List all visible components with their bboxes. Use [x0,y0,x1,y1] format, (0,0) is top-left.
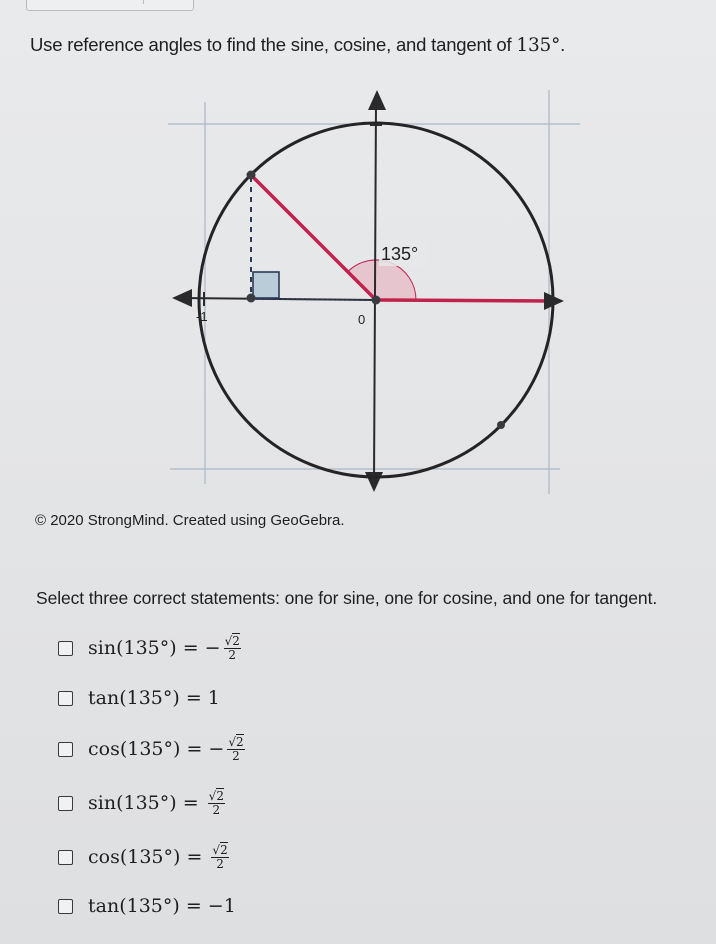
option-lhs: tan(135°) = [88,895,208,917]
option-fraction [224,635,241,662]
x-axis-left-arrow [172,289,192,307]
checkbox[interactable] [58,899,73,914]
option-lhs: tan(135°) = [88,687,208,709]
checkbox[interactable] [58,641,73,656]
option-value: −1 [207,895,236,917]
checkbox[interactable] [58,850,73,865]
sqrt-argument: 2 [216,788,224,803]
sqrt-argument: 2 [220,842,228,857]
question-text [30,34,565,56]
foot-point [247,294,256,303]
option-sign: − [208,738,225,760]
option-lhs: cos(135°) = [88,846,209,868]
sqrt-symbol: √ [228,734,236,749]
sqrt-symbol: √ [224,633,233,648]
unit-circle-diagram [160,84,590,504]
sqrt-argument: 2 [232,633,240,648]
credit-text: © 2020 StrongMind. Created using GeoGebra. [35,512,345,529]
checkbox[interactable] [58,742,73,757]
answer-option[interactable] [58,788,225,818]
answer-option[interactable] [58,891,236,921]
origin-label: 0 [358,312,366,327]
fraction-numerator [227,736,244,750]
option-fraction [227,736,244,763]
y-axis-up-arrow [368,90,386,110]
option-expression [88,736,245,763]
fraction-denominator: 2 [228,647,237,662]
fraction-numerator [208,790,225,804]
sqrt-symbol: √ [212,842,221,857]
option-expression [88,790,225,817]
checkbox[interactable] [58,796,73,811]
fraction-denominator: 2 [232,748,240,763]
answer-option[interactable] [58,842,229,872]
y-axis [374,102,376,482]
question-prefix: Use reference angles to find the sine, cosine, and tangent of [30,34,517,55]
option-expression [88,635,241,662]
angle-label: 135° [381,244,419,264]
sqrt-symbol: √ [208,788,217,803]
option-expression [88,687,220,709]
circle-point [497,421,505,429]
answer-option[interactable] [58,683,220,713]
fraction-numerator [211,844,228,858]
neg-one-label: -1 [196,309,208,324]
option-value: 1 [207,687,220,709]
instruction-text: Select three correct statements: one for sine, one for cosine, and one for tangent. [36,588,658,608]
option-sign: − [204,637,221,659]
option-expression [88,844,229,871]
option-fraction [211,844,228,871]
sqrt-argument: 2 [236,734,244,749]
right-angle-box [253,272,279,298]
terminal-point [247,171,256,180]
fraction-numerator [224,635,241,649]
fraction-denominator: 2 [212,802,221,817]
fraction-denominator: 2 [216,856,224,871]
top-tab-divider [143,0,144,4]
option-expression [88,895,236,917]
answer-option[interactable] [58,734,245,764]
option-lhs: sin(135°) = [88,637,205,659]
question-suffix: . [560,34,566,55]
answer-option[interactable] [58,633,241,663]
checkbox[interactable] [58,691,73,706]
x-axis-positive [376,300,552,301]
option-fraction [208,790,225,817]
option-lhs: cos(135°) = [88,738,209,760]
origin-point [372,296,381,305]
question-angle: 135° [516,35,561,56]
top-tab [26,0,194,11]
option-lhs: sin(135°) = [88,792,205,814]
